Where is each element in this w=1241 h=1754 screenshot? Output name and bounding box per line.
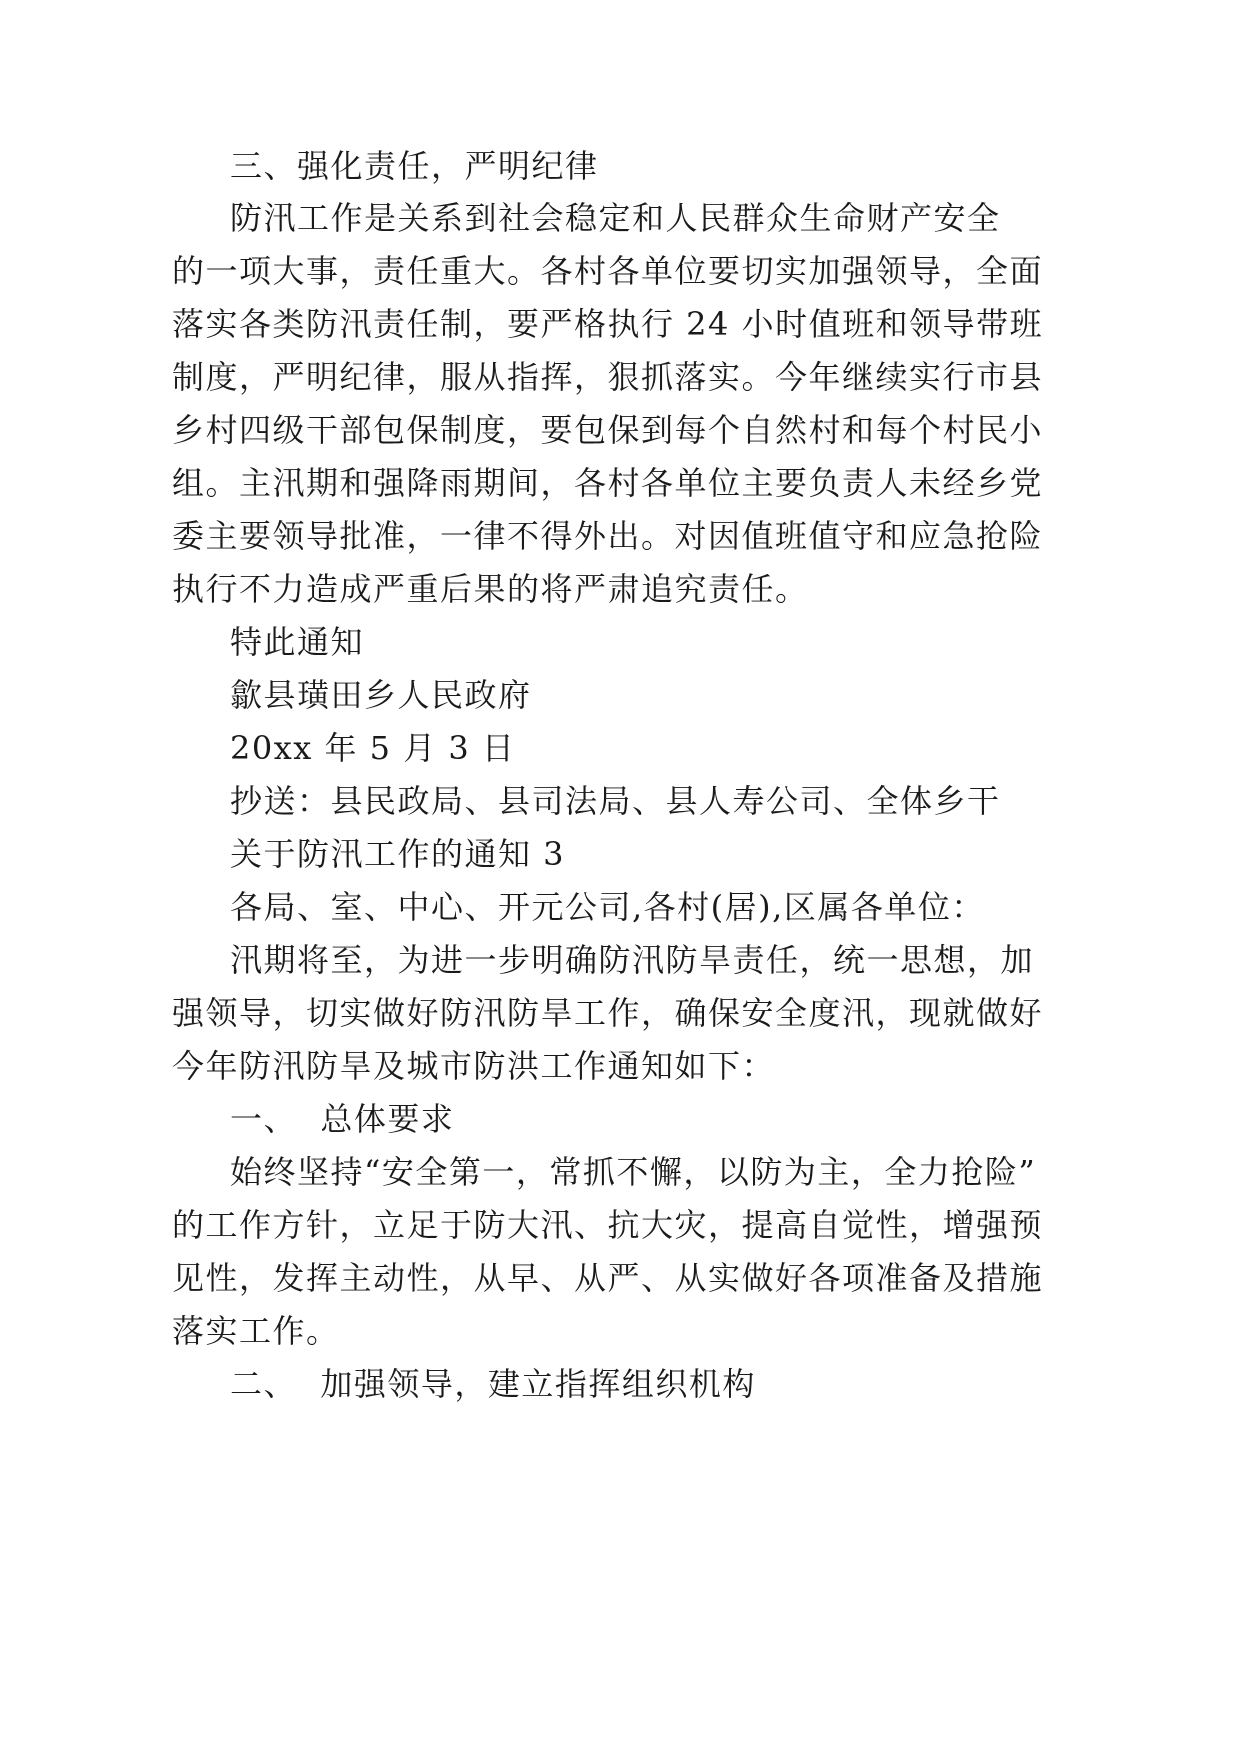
paragraph-line: 汛期将至，为进一步明确防汛防旱责任，统一思想，加	[230, 941, 1035, 979]
addressee-line: 各局、室、中心、开元公司,各村(居),区属各单位：	[230, 888, 985, 926]
paragraph-line: 制度，严明纪律，服从指挥，狠抓落实。今年继续实行市县	[172, 358, 1044, 396]
paragraph-line: 落实工作。	[172, 1312, 340, 1350]
section-heading-2: 二、 加强领导，建立指挥组织机构	[230, 1365, 756, 1403]
paragraph-line: 强领导，切实做好防汛防旱工作，确保安全度汛，现就做好	[172, 994, 1044, 1032]
issuer-name: 歙县璜田乡人民政府	[230, 676, 532, 714]
paragraph-line: 始终坚持“安全第一，常抓不懈，以防为主，全力抢险”	[230, 1153, 1037, 1191]
section-heading-1: 一、 总体要求	[230, 1100, 455, 1138]
paragraph-line: 组。主汛期和强降雨期间，各村各单位主要负责人未经乡党	[172, 464, 1044, 502]
cc-line: 抄送：县民政局、县司法局、县人寿公司、全体乡干	[230, 782, 1001, 820]
closing-notice: 特此通知	[230, 623, 365, 661]
paragraph-line: 今年防汛防旱及城市防洪工作通知如下：	[172, 1047, 776, 1085]
section-heading-3: 三、强化责任，严明纪律	[230, 147, 599, 185]
notice-title: 关于防汛工作的通知 3	[230, 835, 566, 873]
paragraph-line: 乡村四级干部包保制度，要包保到每个自然村和每个村民小	[172, 411, 1044, 449]
paragraph-line: 见性，发挥主动性，从早、从严、从实做好各项准备及措施	[172, 1259, 1044, 1297]
paragraph-line: 防汛工作是关系到社会稳定和人民群众生命财产安全	[230, 199, 1001, 237]
paragraph-line: 落实各类防汛责任制，要严格执行 24 小时值班和领导带班	[172, 305, 1044, 343]
paragraph-line: 的工作方针，立足于防大汛、抗大灾，提高自觉性，增强预	[172, 1206, 1044, 1244]
paragraph-line: 委主要领导批准，一律不得外出。对因值班值守和应急抢险	[172, 517, 1044, 555]
paragraph-line: 的一项大事，责任重大。各村各单位要切实加强领导，全面	[172, 252, 1044, 290]
paragraph-line: 执行不力造成严重后果的将严肃追究责任。	[172, 570, 809, 608]
issue-date: 20xx 年 5 月 3 日	[230, 729, 516, 767]
